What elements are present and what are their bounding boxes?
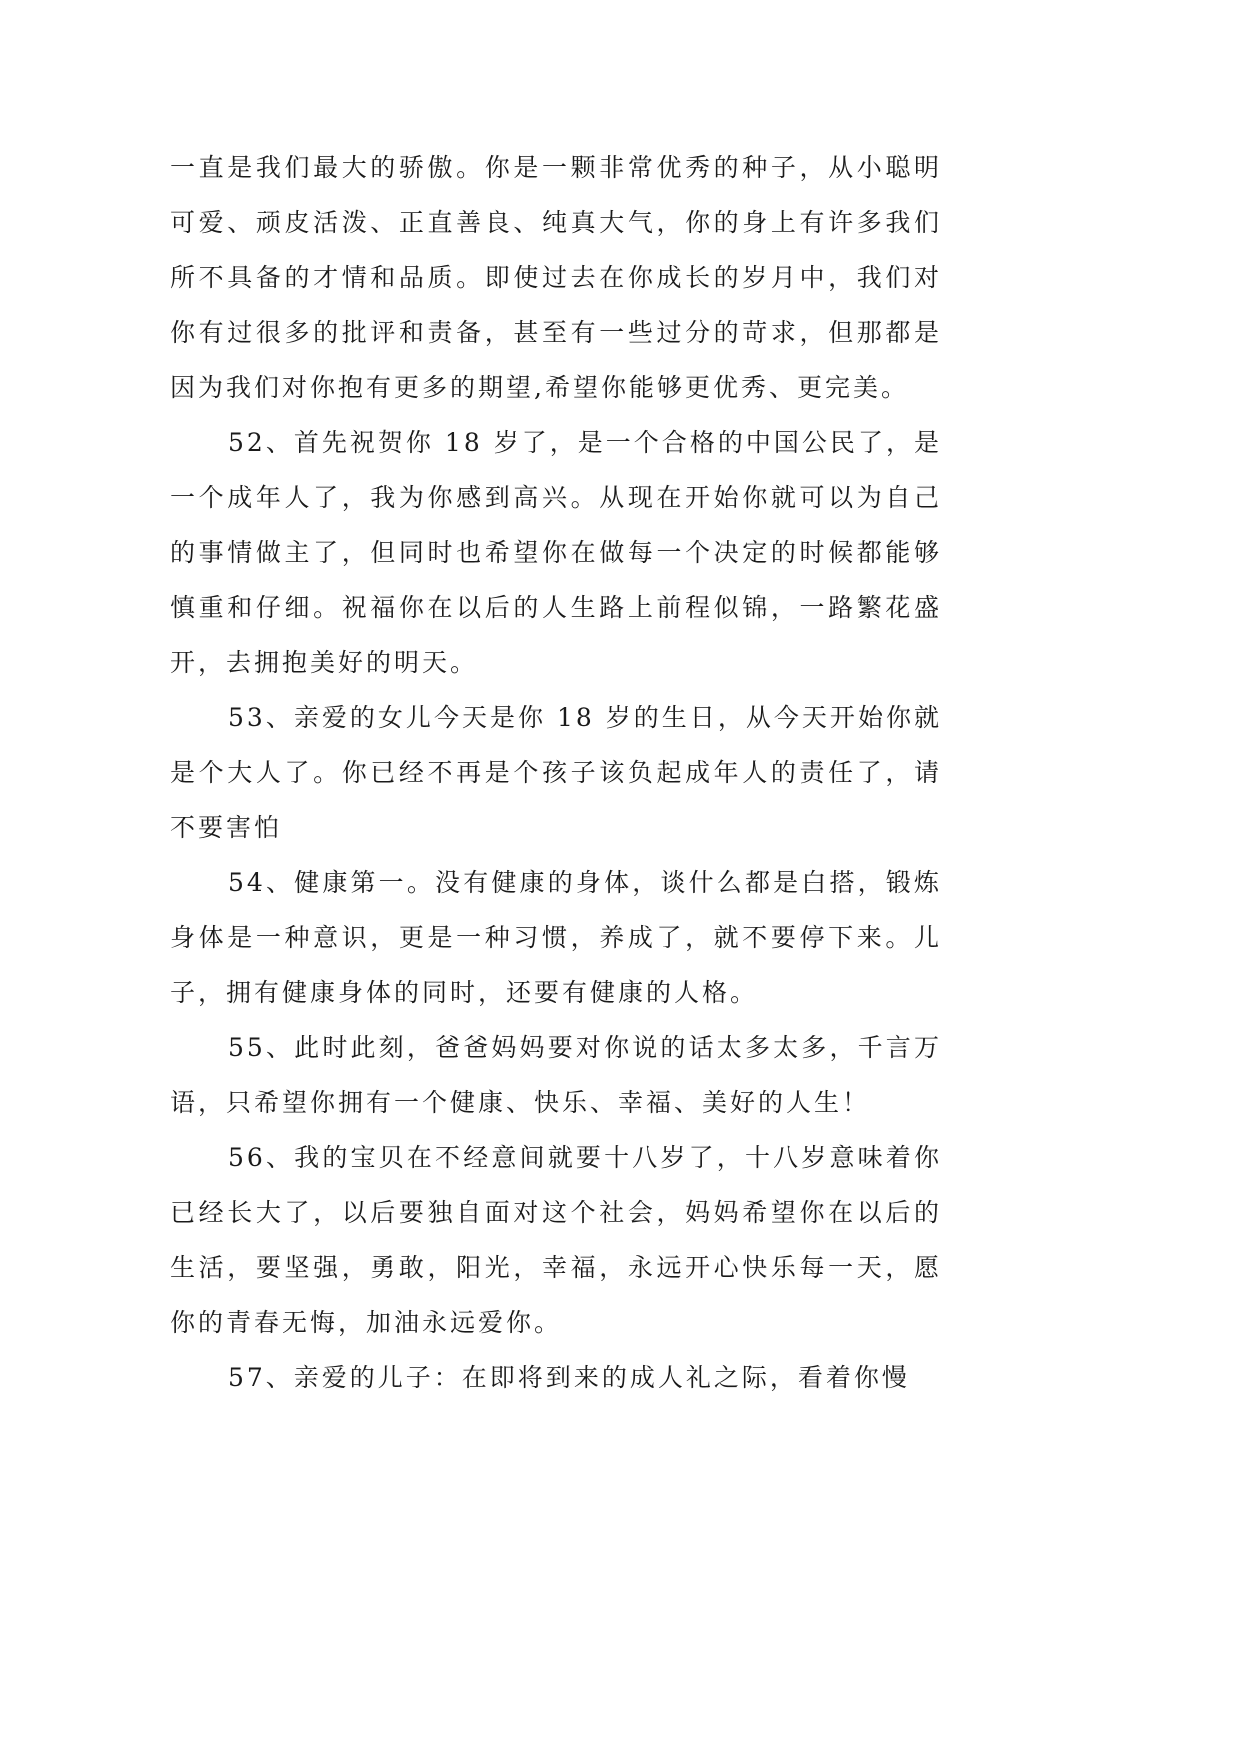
paragraph-57: 57、亲爱的儿子：在即将到来的成人礼之际，看着你慢 — [228, 1363, 910, 1392]
paragraph-53: 53、亲爱的女儿今天是你 18 岁的生日，从今天开始你就是个大人了。你已经不再是个孩子该负起成年人的责任了，请不要害怕 — [170, 703, 942, 842]
document-body — [170, 140, 942, 1405]
paragraph-56: 56、我的宝贝在不经意间就要十八岁了，十八岁意味着你已经长大了，以后要独自面对这个社会，妈妈希望你在以后的生活，要坚强，勇敢，阳光，幸福，永远开心快乐每一天，愿你的青春无悔，加油永远爱你。 — [170, 1143, 942, 1337]
paragraph-55: 55、此时此刻，爸爸妈妈要对你说的话太多太多，千言万语，只希望你拥有一个健康、快乐、幸福、美好的人生！ — [170, 1033, 942, 1117]
paragraph-54: 54、健康第一。没有健康的身体，谈什么都是白搭，锻炼身体是一种意识，更是一种习惯，养成了，就不要停下来。儿子，拥有健康身体的同时，还要有健康的人格。 — [170, 868, 942, 1007]
paragraph-52: 52、首先祝贺你 18 岁了，是一个合格的中国公民了，是一个成年人了，我为你感到高兴。从现在开始你就可以为自己的事情做主了，但同时也希望你在做每一个决定的时候都能够慎重和仔细。祝福你在以后的人生路上前程似锦，一路繁花盛开，去拥抱美好的明天。 — [170, 428, 942, 677]
paragraph-51-continued: 一直是我们最大的骄傲。你是一颗非常优秀的种子，从小聪明可爱、顽皮活泼、正直善良、纯真大气，你的身上有许多我们所不具备的才情和品质。即使过去在你成长的岁月中，我们对你有过很多的批评和责备，甚至有一些过分的苛求，但那都是因为我们对你抱有更多的期望,希望你能够更优秀、更完美。 — [170, 153, 942, 402]
